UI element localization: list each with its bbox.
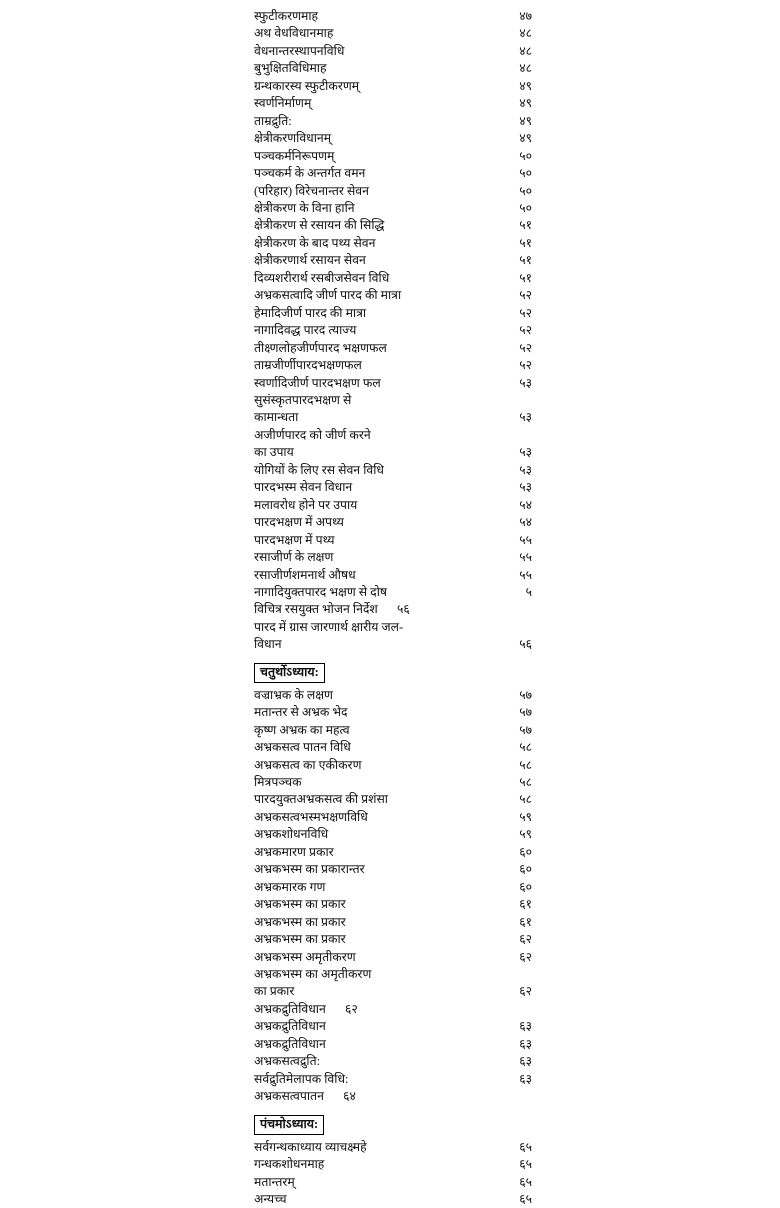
toc-entry[interactable] (240, 1053, 540, 1070)
toc-entry-label: ताम्रजीर्णीपारदभक्षणफल (254, 358, 362, 373)
toc-entry-page-number: ५६ (519, 637, 532, 652)
toc-entry-label: (परिहार) विरेचनान्तर सेवन (254, 183, 369, 198)
toc-entry-label: अभ्रकसत्वपातन (254, 1089, 324, 1104)
toc-entry-label: क्षेत्रीकरणविधानम् (254, 131, 332, 146)
toc-entry[interactable] (240, 322, 540, 339)
toc-entry-label: सुसंस्कृतपारदभक्षण से (254, 392, 352, 407)
toc-entry-label: पारदयुक्तअभ्रकसत्व की प्रशंसा (254, 792, 388, 807)
toc-entry-label: अजीर्णपारद को जीर्ण करने (254, 427, 371, 442)
toc-entry-label: अभ्रकसत्वभस्मभक्षणविधि (254, 809, 368, 824)
toc-entry-label: स्वर्णनिर्माणम् (254, 96, 312, 111)
toc-entry[interactable] (240, 270, 540, 287)
toc-entry-page-number: ४९ (519, 96, 532, 111)
toc-entry-label: अभ्रकसत्वद्रुति: (254, 1054, 321, 1069)
toc-entry-page-number: ६५ (519, 1174, 532, 1189)
toc-entry-label: मित्रपञ्चक (254, 775, 302, 790)
toc-entry-page-number: ६१ (519, 914, 532, 929)
toc-entry[interactable] (240, 949, 540, 966)
toc-entry-label: ग्रन्थकारस्य स्फुटीकरणम् (254, 78, 360, 93)
toc-entry[interactable] (240, 200, 540, 217)
toc-entry-label: पारदभक्षण में अपथ्य (254, 515, 344, 530)
toc-entry[interactable] (240, 1018, 540, 1035)
toc-entry[interactable] (240, 479, 540, 496)
toc-entry-page-number: ५ (525, 584, 532, 599)
toc-entry-page-number: ४९ (519, 113, 532, 128)
toc-entry-page-number: ५९ (519, 827, 532, 842)
toc-entry[interactable] (240, 1071, 540, 1088)
toc-entry[interactable] (240, 375, 540, 392)
toc-entry-label: क्षेत्रीकरणार्थ रसायन सेवन (254, 253, 366, 268)
toc-entry-page-number: ५३ (519, 445, 532, 460)
chapter-heading: पंचमोऽध्याय: (254, 1115, 324, 1135)
toc-entry-label: ताम्रद्रुति: (254, 113, 292, 128)
toc-entry-label: अभ्रकसत्व का एकीकरण (254, 757, 362, 772)
toc-entry-label: अभ्रकशोधनविधि (254, 827, 329, 842)
toc-entry[interactable] (240, 113, 540, 130)
toc-entry[interactable] (240, 43, 540, 60)
toc-entry-label: अभ्रकसत्वादि जीर्ण पारद की मात्रा (254, 288, 402, 303)
chapter-heading-wrap (240, 654, 540, 687)
toc-entry[interactable] (240, 287, 540, 304)
toc-entry-page-number: ५२ (519, 288, 532, 303)
toc-entry-label: कामान्धता (254, 410, 299, 425)
toc-entry-page-number: ५१ (519, 218, 532, 233)
toc-entry-label: नागादिवद्ध पारद त्याज्य (254, 323, 357, 338)
toc-entry-label: दिव्यशरीरार्थ रसबीजसेवन विधि (254, 270, 390, 285)
toc-entry-label: पारदभस्म सेवन विधान (254, 480, 353, 495)
toc-entry-page-number: ६५ (519, 1192, 532, 1206)
toc-entry-page-number: ५८ (519, 740, 532, 755)
toc-entry-label: क्षेत्रीकरण से रसायन की सिद्धि (254, 218, 385, 233)
toc-entry[interactable] (240, 217, 540, 234)
toc-entry-page-number: ५१ (519, 270, 532, 285)
toc-entry-page-number: ६३ (519, 1071, 532, 1086)
toc-entry[interactable] (240, 340, 540, 357)
toc-entry-page-number: ५७ (519, 705, 532, 720)
toc-entry-page-number: ६४ (343, 1089, 356, 1104)
toc-entry-page-number: ५७ (519, 687, 532, 702)
toc-entry-page-number: ६२ (519, 932, 532, 947)
toc-entry-page-number: ५५ (519, 550, 532, 565)
toc-entry-page-number: ५१ (519, 253, 532, 268)
toc-entry-label: सर्वद्रुतिमेलापक विधि: (254, 1071, 349, 1086)
toc-entry-label: अभ्रकभस्म का अमृतीकरण (254, 967, 372, 982)
chapter-heading-wrap (240, 1106, 540, 1139)
toc-entry-page-number: ५० (519, 166, 532, 181)
table-of-contents (240, 8, 540, 1208)
toc-entry-page-number: ६३ (519, 1019, 532, 1034)
toc-entry[interactable] (240, 844, 540, 861)
toc-entry-label: अभ्रकद्रुतिविधान (254, 1036, 326, 1051)
toc-entry-label: का उपाय (254, 445, 294, 460)
toc-entry[interactable] (240, 809, 540, 826)
toc-entry[interactable] (240, 861, 540, 878)
toc-entry-page-number: ५२ (519, 340, 532, 355)
toc-entry-page-number: ६२ (519, 949, 532, 964)
toc-entry[interactable] (240, 409, 540, 426)
toc-entry-label: सर्वगन्थकाध्याय व्याचक्ष्महे (254, 1139, 367, 1154)
toc-entry[interactable] (240, 497, 540, 514)
toc-entry[interactable] (240, 931, 540, 948)
toc-entry-label: वेधनान्तरस्थापनविधि (254, 43, 345, 58)
toc-entry[interactable] (240, 774, 540, 791)
toc-entry[interactable] (240, 584, 540, 601)
toc-entry[interactable] (240, 1036, 540, 1053)
toc-entry[interactable] (240, 1191, 540, 1208)
toc-entry[interactable] (240, 25, 540, 42)
toc-entry-page-number: ६५ (519, 1139, 532, 1154)
toc-entry-label: रसाजीर्णशमनार्थ औषध (254, 567, 356, 582)
toc-entry[interactable] (240, 78, 540, 95)
toc-entry-page-number: ६३ (519, 1054, 532, 1069)
toc-entry[interactable] (240, 722, 540, 739)
toc-entry-page-number: ५२ (519, 323, 532, 338)
toc-entry-label: स्वर्णादिजीर्ण पारदभक्षण फल (254, 375, 381, 390)
toc-entry-page-number: ५४ (519, 515, 532, 530)
toc-entry-label: नागादियुक्तपारद भक्षण से दोष (254, 584, 388, 599)
toc-entry-page-number: ६१ (519, 897, 532, 912)
toc-entry-label: वज्राभ्रक के लक्षण (254, 687, 333, 702)
toc-entry-label: स्फुटीकरणमाह (254, 9, 319, 23)
toc-entry-page-number: ५८ (519, 792, 532, 807)
toc-entry-label: मतान्तर से अभ्रक भेद (254, 705, 348, 720)
toc-entry-page-number: ५८ (519, 775, 532, 790)
toc-entry[interactable] (240, 983, 540, 1000)
toc-entry-label: अभ्रकभस्म का प्रकार (254, 932, 346, 947)
toc-entry-page-number: ५३ (519, 480, 532, 495)
toc-entry-label: कृष्ण अभ्रक का महत्व (254, 722, 350, 737)
toc-entry-page-number: ६२ (345, 1001, 358, 1016)
toc-entry-label: अभ्रकभस्म का प्रकारान्तर (254, 862, 365, 877)
toc-entry-label: अभ्रकभस्म का प्रकार (254, 897, 346, 912)
toc-entry-page-number: ६२ (519, 984, 532, 999)
toc-entry-label: पञ्चकर्मनिरूपणम् (254, 148, 335, 163)
toc-entry-page-number: ५० (519, 200, 532, 215)
toc-entry-label: का प्रकार (254, 984, 295, 999)
toc-entry[interactable] (240, 914, 540, 931)
toc-entry[interactable] (240, 148, 540, 165)
toc-entry[interactable] (240, 95, 540, 112)
toc-entry-page-number: ५० (519, 148, 532, 163)
toc-entry-label: अभ्रकमारक गण (254, 879, 326, 894)
toc-entry[interactable] (240, 444, 540, 461)
toc-entry[interactable] (240, 252, 540, 269)
toc-entry-label: विचित्र रसयुक्त भोजन निर्देश (254, 602, 378, 617)
toc-entry-page-number: ५६ (396, 602, 410, 617)
toc-entry-page-number: ६० (519, 862, 532, 877)
toc-entry[interactable] (240, 601, 540, 618)
toc-entry[interactable] (240, 462, 540, 479)
toc-entry-page-number: ५५ (519, 567, 532, 582)
toc-entry-page-number: ५५ (519, 532, 532, 547)
toc-entry[interactable] (240, 1139, 540, 1156)
toc-entry-label: अभ्रकमारण प्रकार (254, 844, 334, 859)
toc-entry-page-number: ५४ (519, 497, 532, 512)
toc-entry-page-number: ५३ (519, 462, 532, 477)
chapter-heading: चतुर्थोऽध्याय: (254, 663, 325, 683)
toc-entry-label: पारदभक्षण में पथ्य (254, 532, 335, 547)
toc-entry-page-number: ६० (519, 844, 532, 859)
toc-entry[interactable] (240, 60, 540, 77)
toc-entry[interactable] (240, 392, 540, 409)
toc-entry-page-number: ४८ (519, 26, 532, 41)
toc-entry-label: गन्धकशोधनमाह (254, 1157, 325, 1172)
toc-entry-label: मतान्तरम् (254, 1174, 295, 1189)
toc-entry[interactable] (240, 235, 540, 252)
toc-entry-label: क्षेत्रीकरण के विना हानि (254, 200, 355, 215)
toc-entry-page-number: ४९ (519, 78, 532, 93)
toc-entry-page-number: ५९ (519, 809, 532, 824)
toc-entry-label: अभ्रकभस्म अमृतीकरण (254, 949, 356, 964)
toc-entry-label: रसाजीर्ण के लक्षण (254, 550, 334, 565)
toc-entry-label: अभ्रकसत्व पातन विधि (254, 740, 351, 755)
toc-entry-label: अभ्रकद्रुतिविधान (254, 1001, 326, 1016)
toc-entry[interactable] (240, 549, 540, 566)
toc-entry[interactable] (240, 1174, 540, 1191)
toc-entry[interactable] (240, 8, 540, 25)
toc-entry[interactable] (240, 1001, 540, 1018)
toc-entry[interactable] (240, 1088, 540, 1105)
toc-entry[interactable] (240, 427, 540, 444)
toc-entry-label: मलावरोध होने पर उपाय (254, 497, 358, 512)
toc-entry[interactable] (240, 130, 540, 147)
toc-entry-label: क्षेत्रीकरण के बाद पथ्य सेवन (254, 235, 376, 250)
toc-entry[interactable] (240, 636, 540, 653)
toc-entry[interactable] (240, 165, 540, 182)
toc-entry-label: अथ वेधविधानमाह (254, 26, 334, 41)
toc-entry[interactable] (240, 757, 540, 774)
toc-entry[interactable] (240, 532, 540, 549)
toc-entry-page-number: ५२ (519, 305, 532, 320)
toc-entry-label: तीक्ष्णलोहजीर्णपारद भक्षणफल (254, 340, 387, 355)
toc-entry-page-number: ५० (519, 183, 532, 198)
toc-entry-label: अभ्रकद्रुतिविधान (254, 1019, 326, 1034)
toc-entry[interactable] (240, 791, 540, 808)
toc-entry-page-number: ४८ (519, 43, 532, 58)
toc-entry-page-number: ५३ (519, 375, 532, 390)
toc-entry-page-number: ५८ (519, 757, 532, 772)
toc-entry-label: हेमादिजीर्ण पारद की मात्रा (254, 305, 367, 320)
toc-entry-page-number: ५२ (519, 358, 532, 373)
toc-entry[interactable] (240, 826, 540, 843)
toc-entry-label: विधान (254, 637, 282, 652)
toc-entry-page-number: ६३ (519, 1036, 532, 1051)
toc-entry[interactable] (240, 567, 540, 584)
toc-entry[interactable] (240, 687, 540, 704)
toc-entry[interactable] (240, 1156, 540, 1173)
toc-entry-page-number: ५३ (519, 410, 532, 425)
toc-entry-label: अन्यच्च (254, 1192, 287, 1206)
toc-entry-page-number: ५१ (519, 235, 532, 250)
toc-entry[interactable] (240, 305, 540, 322)
toc-entry-page-number: ६५ (519, 1157, 532, 1172)
toc-entry[interactable] (240, 704, 540, 721)
toc-entry[interactable] (240, 619, 540, 636)
toc-entry[interactable] (240, 514, 540, 531)
toc-entry-page-number: ४७ (519, 9, 532, 23)
toc-entry[interactable] (240, 357, 540, 374)
toc-entry[interactable] (240, 896, 540, 913)
toc-entry[interactable] (240, 739, 540, 756)
toc-entry[interactable] (240, 966, 540, 983)
toc-entry-label: बुभुक्षितविधिमाह (254, 61, 327, 76)
toc-entry-page-number: ५७ (519, 722, 532, 737)
toc-entry-label: पञ्चकर्म के अन्तर्गत वमन (254, 166, 366, 181)
toc-entry[interactable] (240, 879, 540, 896)
toc-entry[interactable] (240, 183, 540, 200)
toc-entry-label: पारद में ग्रास जारणार्थ क्षारीय जल- (254, 619, 404, 634)
toc-entry-page-number: ४८ (519, 61, 532, 76)
toc-entry-page-number: ६० (519, 879, 532, 894)
toc-entry-page-number: ४९ (519, 131, 532, 146)
toc-entry-label: योगियों के लिए रस सेवन विधि (254, 462, 384, 477)
toc-entry-label: अभ्रकभस्म का प्रकार (254, 914, 346, 929)
